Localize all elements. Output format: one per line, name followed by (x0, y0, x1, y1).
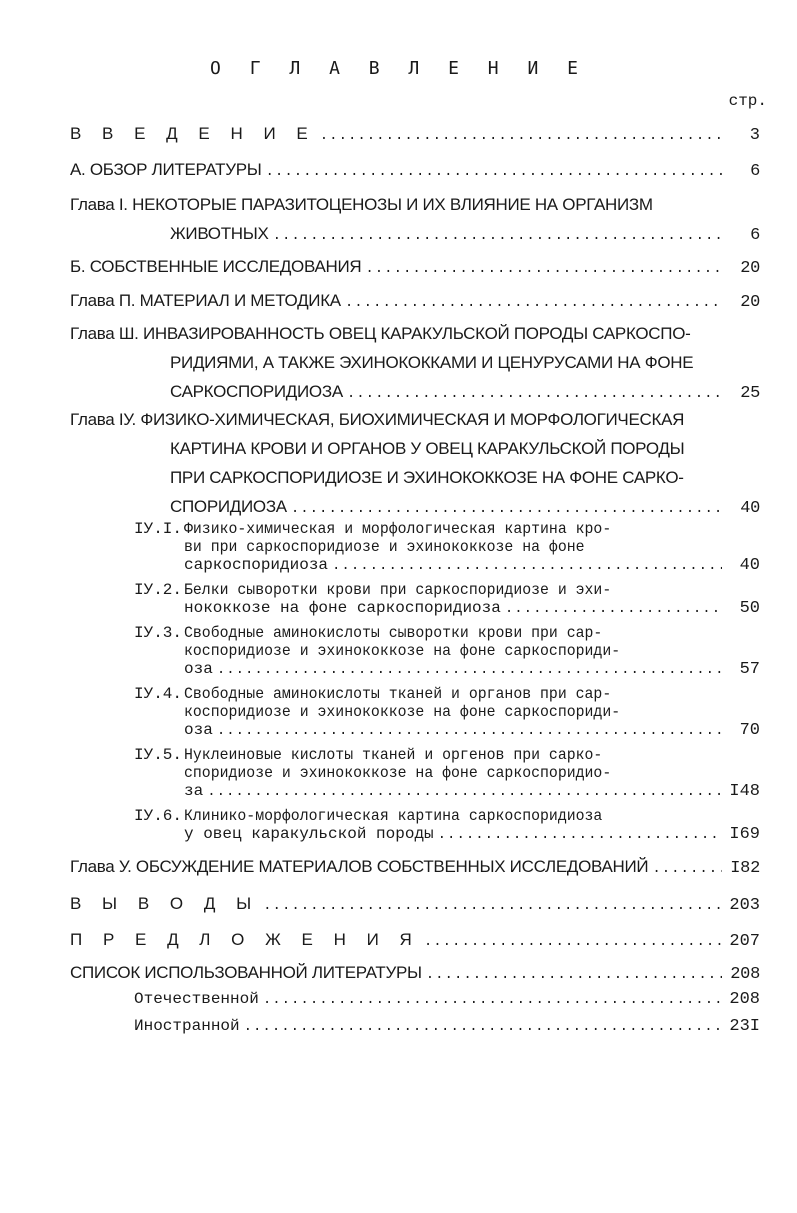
toc-subentry-4-6 (134, 807, 760, 844)
entry-page: 6 (750, 226, 760, 245)
toc-subentry-refs-domestic (134, 990, 760, 1009)
entry-page: 23I (729, 1017, 760, 1036)
entry-label: Б. СОБСТВЕННЫЕ ИССЛЕДОВАНИЯ (70, 257, 362, 276)
leader-dots (263, 991, 722, 1009)
toc-subentry-4-5 (134, 746, 760, 801)
toc-subentry-refs-foreign (134, 1017, 760, 1036)
toc-entry-chapter-3 (70, 319, 760, 409)
subentry-label: Отечественной (134, 990, 259, 1008)
leader-dots (266, 158, 722, 187)
subentry-label-cont: коспоридиозе и эхинококкозе на фоне саркоспориди- (184, 703, 621, 721)
leader-dots (244, 1018, 722, 1036)
subentry-label-cont: оза (184, 721, 213, 739)
subentry-number: IУ.5. (134, 746, 183, 764)
toc-entry-section-b (70, 252, 760, 284)
leader-dots (438, 826, 722, 844)
toc-subentry-4-3 (134, 624, 760, 679)
toc-subentry-4-1 (134, 520, 760, 575)
subentry-number: IУ.4. (134, 685, 183, 703)
leader-dots (424, 928, 722, 957)
leader-dots (263, 892, 722, 921)
toc-entry-chapter-4 (70, 405, 760, 524)
subentry-label: Клинико-морфологическая картина саркоспоридиоза (184, 807, 603, 825)
leader-dots (345, 289, 722, 318)
entry-page: 208 (730, 965, 760, 984)
leader-dots (273, 222, 722, 251)
toc-entry-chapter-1 (70, 190, 760, 251)
entry-page: 3 (749, 126, 760, 145)
subentry-number: IУ.I. (134, 520, 183, 538)
entry-label: СПИСОК ИСПОЛЬЗОВАННОЙ ЛИТЕРАТУРЫ (70, 963, 422, 982)
entry-page: 20 (740, 293, 760, 312)
leader-dots (426, 961, 722, 990)
entry-page: 50 (739, 599, 760, 618)
toc-entry-proposals (70, 925, 760, 957)
entry-page: 70 (739, 721, 760, 740)
subentry-label-cont: споридиозе и эхинококкозе на фоне саркоспоридио- (184, 764, 612, 782)
subentry-label: Нуклеиновые кислоты тканей и оргенов при сарко- (184, 746, 603, 764)
entry-page: 57 (739, 660, 760, 679)
subentry-label-cont: оза (184, 660, 213, 678)
toc-entry-section-a (70, 155, 760, 187)
entry-page: 25 (740, 384, 760, 403)
entry-label: Глава IУ. ФИЗИКО-ХИМИЧЕСКАЯ, БИОХИМИЧЕСКАЯ И МОРФОЛОГИЧЕСКАЯ (70, 410, 685, 429)
leader-dots (217, 661, 722, 679)
leader-dots (217, 722, 722, 740)
page-column-label: стр. (728, 92, 767, 110)
entry-page: 207 (729, 932, 760, 951)
leader-dots (207, 783, 722, 801)
leader-dots (652, 855, 722, 884)
entry-label: Глава Ш. ИНВАЗИРОВАННОСТЬ ОВЕЦ КАРАКУЛЬСКОЙ ПОРОДЫ САРКОСПО- (70, 324, 691, 343)
toc-subentry-4-2 (134, 581, 760, 618)
entry-page: 40 (739, 556, 760, 575)
subentry-number: IУ.6. (134, 807, 183, 825)
entry-label-cont: ЖИВОТНЫХ (170, 224, 269, 243)
entry-label: Глава I. НЕКОТОРЫЕ ПАРАЗИТОЦЕНОЗЫ И ИХ ВЛИЯНИЕ НА ОРГАНИЗМ (70, 195, 653, 214)
subentry-label: Физико-химическая и морфологическая картина кро- (184, 520, 612, 538)
toc-subentry-4-4 (134, 685, 760, 740)
toc-entry-chapter-2 (70, 286, 760, 318)
toc-entry-references (70, 958, 760, 990)
toc-entry-intro (70, 119, 760, 151)
subentry-number: IУ.3. (134, 624, 183, 642)
subentry-label-cont: за (184, 782, 204, 800)
entry-page: I69 (729, 825, 760, 844)
entry-label: В Ы В О Д Ы (70, 894, 260, 913)
entry-label-cont: КАРТИНА КРОВИ И ОРГАНОВ У ОВЕЦ КАРАКУЛЬСКОЙ ПОРОДЫ (170, 439, 685, 458)
subentry-label-cont: саркоспоридиоза (184, 556, 329, 574)
toc-entry-conclusions (70, 889, 760, 921)
toc-entry-chapter-5 (70, 852, 760, 884)
leader-dots (332, 557, 722, 575)
subentry-label: Свободные аминокислоты сыворотки крови при сар- (184, 624, 603, 642)
entry-label: В В Е Д Е Н И Е (70, 124, 316, 143)
subentry-label: Свободные аминокислоты тканей и органов при сар- (184, 685, 612, 703)
subentry-label-cont: нококкозе на фоне саркоспоридиоза (184, 599, 501, 617)
entry-page: 40 (740, 499, 760, 518)
entry-label: П Р Е Д Л О Ж Е Н И Я (70, 930, 420, 949)
entry-label: А. ОБЗОР ЛИТЕРАТУРЫ (70, 160, 262, 179)
entry-label-cont: СПОРИДИОЗА (170, 497, 287, 516)
subentry-number: IУ.2. (134, 581, 183, 599)
subentry-label: Белки сыворотки крови при саркоспоридиозе и эхи- (184, 581, 612, 599)
entry-label-cont: РИДИЯМИ, А ТАКЖЕ ЭХИНОКОККАМИ И ЦЕНУРУСАМИ НА ФОНЕ (170, 353, 694, 372)
entry-label: Глава У. ОБСУЖДЕНИЕ МАТЕРИАЛОВ СОБСТВЕННЫХ ИССЛЕДОВАНИЙ (70, 857, 649, 876)
entry-label-cont: САРКОСПОРИДИОЗА (170, 382, 343, 401)
page-title: О Г Л А В Л Е Н И Е (210, 58, 587, 79)
subentry-label: Иностранной (134, 1017, 240, 1035)
entry-page: I82 (730, 859, 760, 878)
entry-page: 203 (729, 896, 760, 915)
leader-dots (365, 255, 722, 284)
leader-dots (320, 122, 722, 151)
entry-page: 20 (740, 259, 760, 278)
entry-page: 6 (750, 162, 760, 181)
entry-page: I48 (729, 782, 760, 801)
subentry-label-cont: ви при саркоспоридиозе и эхинококкозе на фоне (184, 538, 585, 556)
subentry-label-cont: у овец каракульской породы (184, 825, 434, 843)
leader-dots (505, 600, 722, 618)
entry-label: Глава П. МАТЕРИАЛ И МЕТОДИКА (70, 291, 341, 310)
entry-page: 208 (729, 990, 760, 1009)
entry-label-cont: ПРИ САРКОСПОРИДИОЗЕ И ЭХИНОКОККОЗЕ НА ФОНЕ САРКО- (170, 468, 684, 487)
subentry-label-cont: коспоридиозе и эхинококкозе на фоне саркоспориди- (184, 642, 621, 660)
